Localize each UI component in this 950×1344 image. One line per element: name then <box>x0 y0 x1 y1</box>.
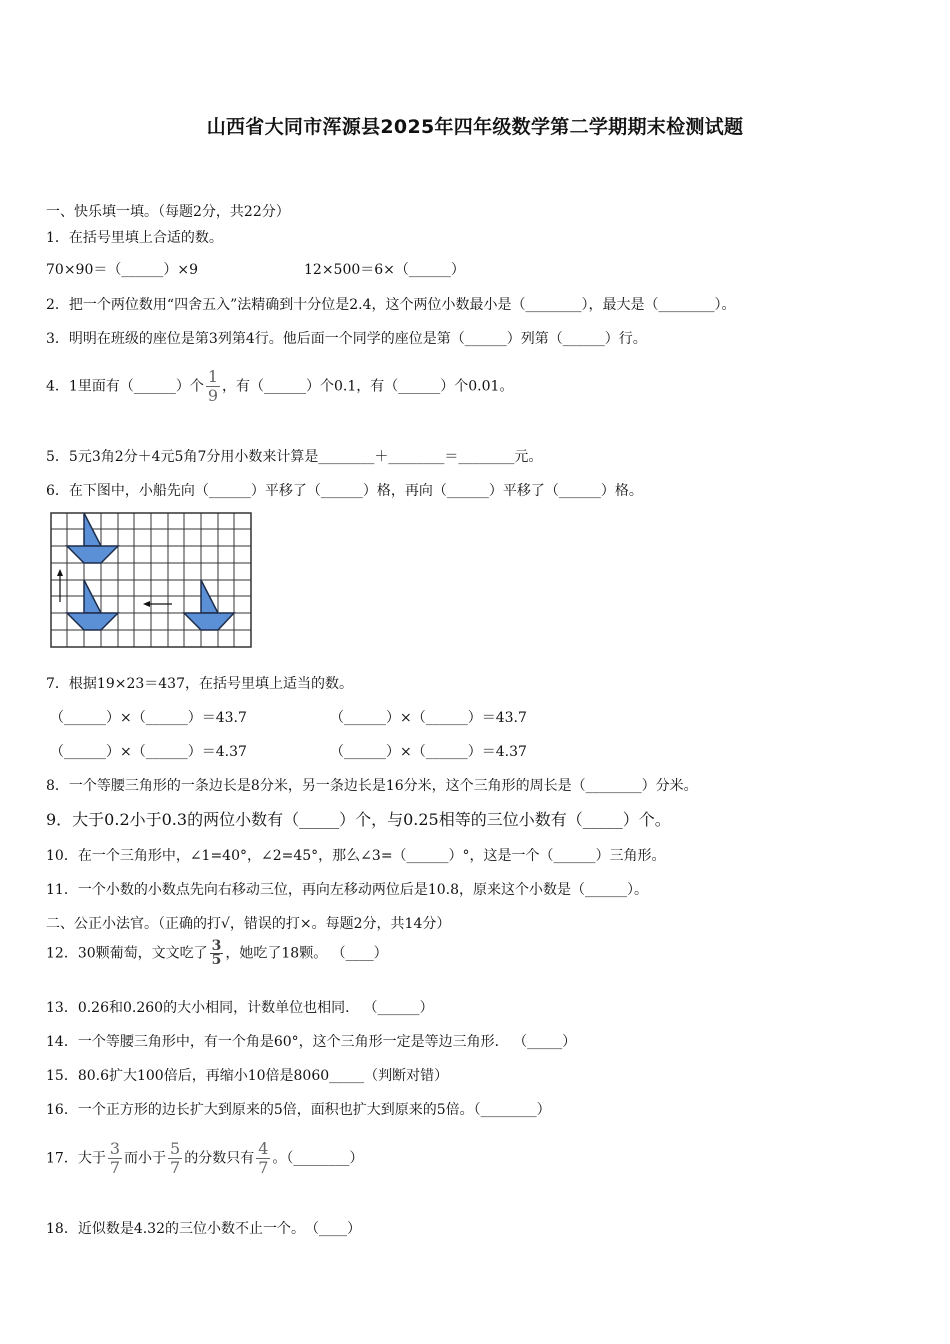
question-6: 6．在下图中，小船先向（______）平移了（______）格，再向（______）平移了（______）格。 <box>46 483 643 499</box>
boat-grid-svg <box>50 512 254 650</box>
boat-bottom-right <box>184 580 234 630</box>
question-12-post: ，她吃了18颗。 （____） <box>225 945 388 962</box>
question-9: 9．大于0.2小于0.3的两位小数有（_____）个，与0.25相等的三位小数有（_____）个。 <box>46 810 671 829</box>
fraction-three-fifths: $\frac{3}{5}$ <box>211 938 222 968</box>
fraction-one-ninth: $\frac{1}{9}$ <box>207 367 219 405</box>
question-7: 7．根据19×23＝437，在括号里填上适当的数。 <box>46 676 353 692</box>
question-4-post: ，有（______）个0.1，有（______）个0.01。 <box>222 378 514 395</box>
question-8: 8．一个等腰三角形的一条边长是8分米，另一条边长是16分米，这个三角形的周长是（________）分米。 <box>46 778 698 794</box>
question-17-mid: 而小于 <box>124 1150 167 1167</box>
question-4 <box>46 368 513 405</box>
boat-grid-figure <box>50 512 254 654</box>
fraction-three-sevenths: $\frac{3}{7}$ <box>109 1139 121 1177</box>
question-7-row2-a: （______）×（______）＝4.37 <box>50 744 247 760</box>
question-16: 16．一个正方形的边长扩大到原来的5倍，面积也扩大到原来的5倍。（________） <box>46 1102 551 1118</box>
fraction-four-sevenths: $\frac{4}{7}$ <box>258 1139 269 1177</box>
boat-top <box>67 513 118 563</box>
boat-bottom-left <box>67 580 118 630</box>
question-4-pre: 4．1里面有（______）个 <box>46 378 204 395</box>
page-title: 山西省大同市浑源县2025年四年级数学第二学期期末检测试题 <box>206 116 744 138</box>
question-10: 10．在一个三角形中，∠1=40°，∠2=45°，那么∠3=（______）°，这是一个（______）三角形。 <box>46 848 666 864</box>
question-12 <box>46 940 388 967</box>
question-12-pre: 12．30颗葡萄，文文吃了 <box>46 945 208 962</box>
question-17-pre: 17．大于 <box>46 1150 106 1167</box>
question-1-part-b: 12×500＝6×（______） <box>304 262 465 278</box>
question-17 <box>46 1140 363 1177</box>
question-15: 15．80.6扩大100倍后，再缩小10倍是8060_____（判断对错） <box>46 1068 449 1084</box>
fraction-five-sevenths: $\frac{5}{7}$ <box>170 1139 181 1177</box>
question-13: 13．0.26和0.260的大小相同，计数单位也相同． （______） <box>46 1000 434 1016</box>
question-5: 5．5元3角2分＋4元5角7分用小数来计算是________＋________＝________元。 <box>46 449 543 465</box>
question-18: 18．近似数是4.32的三位小数不止一个。 （____） <box>46 1221 361 1237</box>
question-11: 11．一个小数的小数点先向右移动三位，再向左移动两位后是10.8，原来这个小数是（______）。 <box>46 882 648 898</box>
question-3: 3．明明在班级的座位是第3列第4行。他后面一个同学的座位是第（______）列第（______）行。 <box>46 331 647 347</box>
question-2: 2．把一个两位数用“四舍五入”法精确到十分位是2.4，这个两位小数最小是（________），最大是（________）。 <box>46 297 736 313</box>
question-7-row1-b: （______）×（______）＝43.7 <box>330 710 527 726</box>
question-1: 1．在括号里填上合适的数。 <box>46 230 223 246</box>
question-17-mid2: 的分数只有 <box>184 1150 255 1167</box>
section-heading-2: 二、公正小法官。（正确的打√，错误的打×。每题2分，共14分） <box>46 916 451 932</box>
question-14: 14．一个等腰三角形中，有一个角是60°，这个三角形一定是等边三角形． （_____） <box>46 1034 577 1050</box>
question-7-row1-a: （______）×（______）＝43.7 <box>50 710 247 726</box>
question-7-row2-b: （______）×（______）＝4.37 <box>330 744 527 760</box>
question-1-part-a: 70×90＝（______）×9 <box>46 262 198 278</box>
arrow-up-icon <box>57 569 63 602</box>
section-heading-1: 一、快乐填一填。（每题2分，共22分） <box>46 204 290 220</box>
question-17-post: 。（________） <box>272 1150 364 1167</box>
